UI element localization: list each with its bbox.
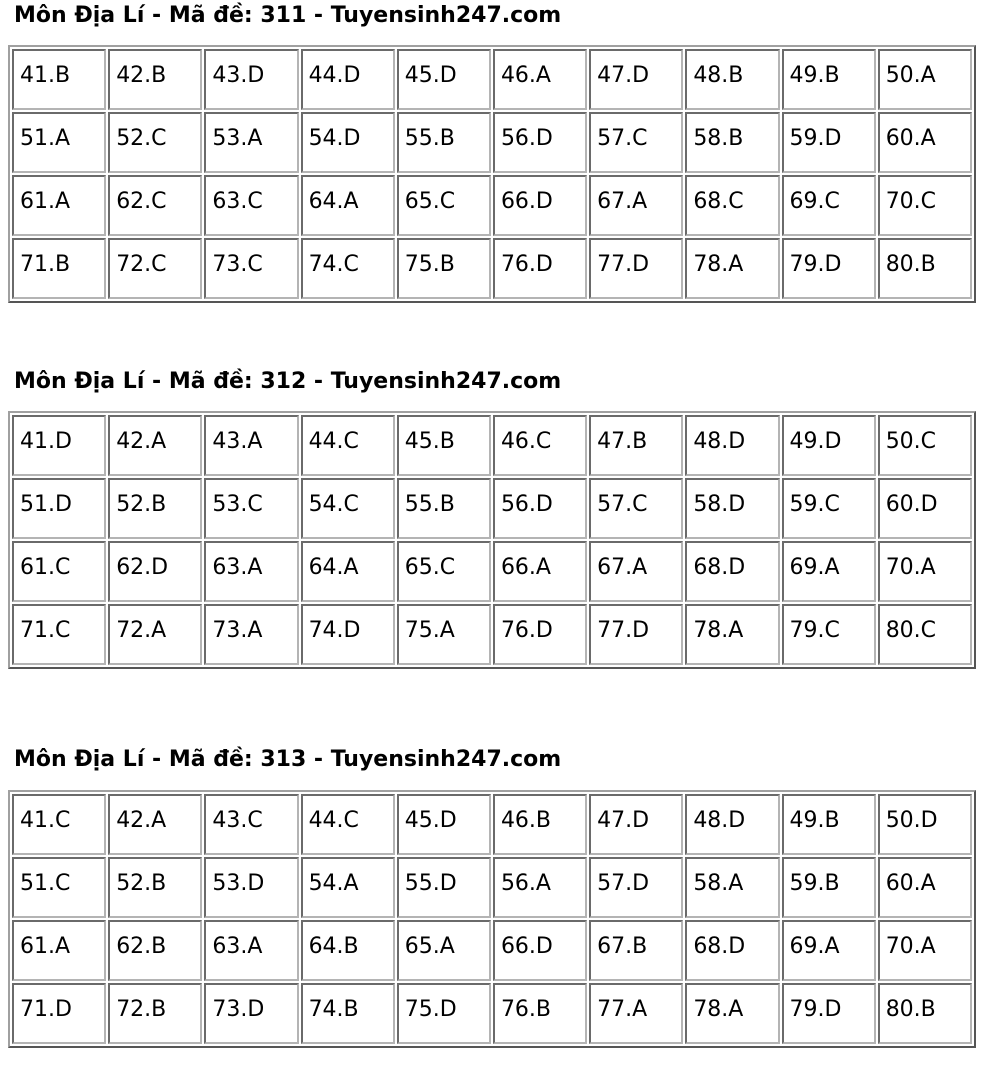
answer-cell: 62.B bbox=[108, 920, 202, 981]
table-row bbox=[12, 175, 972, 236]
answer-cell: 44.C bbox=[301, 415, 395, 476]
answer-cell: 65.C bbox=[397, 541, 491, 602]
answer-cell: 72.A bbox=[108, 604, 202, 665]
answer-cell: 68.D bbox=[685, 541, 779, 602]
answer-table-312 bbox=[8, 411, 976, 669]
table-row bbox=[12, 920, 972, 981]
answer-cell: 41.D bbox=[12, 415, 106, 476]
answer-cell: 72.B bbox=[108, 983, 202, 1044]
answer-cell: 64.A bbox=[301, 175, 395, 236]
answer-cell: 71.C bbox=[12, 604, 106, 665]
answer-cell: 48.B bbox=[685, 49, 779, 110]
answer-cell: 71.D bbox=[12, 983, 106, 1044]
answer-cell: 50.A bbox=[878, 49, 972, 110]
table-row bbox=[12, 604, 972, 665]
answer-cell: 45.D bbox=[397, 49, 491, 110]
answer-cell: 60.A bbox=[878, 857, 972, 918]
answer-cell: 63.A bbox=[204, 541, 298, 602]
answer-cell: 77.D bbox=[589, 238, 683, 299]
answer-cell: 64.B bbox=[301, 920, 395, 981]
answer-cell: 72.C bbox=[108, 238, 202, 299]
answer-cell: 48.D bbox=[685, 794, 779, 855]
answer-cell: 67.A bbox=[589, 541, 683, 602]
answer-cell: 75.B bbox=[397, 238, 491, 299]
answer-cell: 57.C bbox=[589, 478, 683, 539]
answer-cell: 75.A bbox=[397, 604, 491, 665]
answer-cell: 63.A bbox=[204, 920, 298, 981]
answer-cell: 70.A bbox=[878, 920, 972, 981]
answer-cell: 78.A bbox=[685, 238, 779, 299]
answer-cell: 68.C bbox=[685, 175, 779, 236]
answer-cell: 74.C bbox=[301, 238, 395, 299]
answer-cell: 74.D bbox=[301, 604, 395, 665]
answer-cell: 75.D bbox=[397, 983, 491, 1044]
answer-cell: 67.A bbox=[589, 175, 683, 236]
answer-cell: 66.D bbox=[493, 175, 587, 236]
answer-cell: 77.D bbox=[589, 604, 683, 665]
table-row bbox=[12, 794, 972, 855]
answer-cell: 63.C bbox=[204, 175, 298, 236]
answer-cell: 55.B bbox=[397, 112, 491, 173]
section-title-312: Môn Địa Lí - Mã đề: 312 - Tuyensinh247.com bbox=[14, 369, 562, 394]
section-title-313: Môn Địa Lí - Mã đề: 313 - Tuyensinh247.com bbox=[14, 747, 562, 772]
answer-cell: 58.A bbox=[685, 857, 779, 918]
answer-cell: 52.C bbox=[108, 112, 202, 173]
answer-cell: 47.D bbox=[589, 49, 683, 110]
answer-cell: 61.A bbox=[12, 920, 106, 981]
answer-table-313 bbox=[8, 790, 976, 1048]
answer-cell: 43.C bbox=[204, 794, 298, 855]
answer-cell: 71.B bbox=[12, 238, 106, 299]
answer-cell: 56.D bbox=[493, 478, 587, 539]
answer-cell: 66.D bbox=[493, 920, 587, 981]
answer-cell: 44.D bbox=[301, 49, 395, 110]
answer-cell: 49.B bbox=[782, 49, 876, 110]
answer-cell: 74.B bbox=[301, 983, 395, 1044]
table-row bbox=[12, 49, 972, 110]
answer-cell: 79.C bbox=[782, 604, 876, 665]
answer-cell: 79.D bbox=[782, 238, 876, 299]
answer-cell: 80.C bbox=[878, 604, 972, 665]
answer-cell: 48.D bbox=[685, 415, 779, 476]
answer-cell: 52.B bbox=[108, 857, 202, 918]
answer-cell: 54.A bbox=[301, 857, 395, 918]
answer-cell: 68.D bbox=[685, 920, 779, 981]
answer-cell: 77.A bbox=[589, 983, 683, 1044]
answer-cell: 49.D bbox=[782, 415, 876, 476]
answer-cell: 43.D bbox=[204, 49, 298, 110]
answer-cell: 47.B bbox=[589, 415, 683, 476]
answer-cell: 69.A bbox=[782, 920, 876, 981]
answer-cell: 70.C bbox=[878, 175, 972, 236]
answer-cell: 60.D bbox=[878, 478, 972, 539]
answer-cell: 80.B bbox=[878, 983, 972, 1044]
answer-cell: 53.A bbox=[204, 112, 298, 173]
answer-cell: 62.D bbox=[108, 541, 202, 602]
answer-cell: 76.D bbox=[493, 604, 587, 665]
answer-cell: 52.B bbox=[108, 478, 202, 539]
table-row bbox=[12, 238, 972, 299]
answer-cell: 45.B bbox=[397, 415, 491, 476]
answer-cell: 42.A bbox=[108, 794, 202, 855]
answer-cell: 46.A bbox=[493, 49, 587, 110]
answer-cell: 51.D bbox=[12, 478, 106, 539]
answer-cell: 54.D bbox=[301, 112, 395, 173]
answer-cell: 50.C bbox=[878, 415, 972, 476]
answer-cell: 62.C bbox=[108, 175, 202, 236]
answer-cell: 59.B bbox=[782, 857, 876, 918]
answer-cell: 61.A bbox=[12, 175, 106, 236]
answer-table-311 bbox=[8, 45, 976, 303]
answer-cell: 55.D bbox=[397, 857, 491, 918]
answer-cell: 69.A bbox=[782, 541, 876, 602]
answer-cell: 78.A bbox=[685, 604, 779, 665]
answer-cell: 44.C bbox=[301, 794, 395, 855]
answer-cell: 51.C bbox=[12, 857, 106, 918]
answer-cell: 66.A bbox=[493, 541, 587, 602]
answer-cell: 58.D bbox=[685, 478, 779, 539]
answer-cell: 78.A bbox=[685, 983, 779, 1044]
answer-cell: 61.C bbox=[12, 541, 106, 602]
table-row bbox=[12, 541, 972, 602]
answer-cell: 43.A bbox=[204, 415, 298, 476]
answer-cell: 59.C bbox=[782, 478, 876, 539]
answer-cell: 59.D bbox=[782, 112, 876, 173]
answer-cell: 51.A bbox=[12, 112, 106, 173]
answer-cell: 42.B bbox=[108, 49, 202, 110]
answer-cell: 57.C bbox=[589, 112, 683, 173]
answer-cell: 46.B bbox=[493, 794, 587, 855]
answer-cell: 79.D bbox=[782, 983, 876, 1044]
answer-cell: 73.C bbox=[204, 238, 298, 299]
answer-cell: 53.C bbox=[204, 478, 298, 539]
answer-cell: 41.C bbox=[12, 794, 106, 855]
answer-cell: 50.D bbox=[878, 794, 972, 855]
answer-cell: 54.C bbox=[301, 478, 395, 539]
answer-cell: 42.A bbox=[108, 415, 202, 476]
table-row bbox=[12, 983, 972, 1044]
answer-cell: 56.A bbox=[493, 857, 587, 918]
answer-cell: 53.D bbox=[204, 857, 298, 918]
answer-cell: 58.B bbox=[685, 112, 779, 173]
answer-cell: 49.B bbox=[782, 794, 876, 855]
answer-cell: 73.D bbox=[204, 983, 298, 1044]
answer-cell: 57.D bbox=[589, 857, 683, 918]
answer-cell: 80.B bbox=[878, 238, 972, 299]
table-row bbox=[12, 415, 972, 476]
answer-cell: 69.C bbox=[782, 175, 876, 236]
answer-cell: 56.D bbox=[493, 112, 587, 173]
answer-cell: 76.D bbox=[493, 238, 587, 299]
answer-cell: 64.A bbox=[301, 541, 395, 602]
answer-cell: 41.B bbox=[12, 49, 106, 110]
table-row bbox=[12, 478, 972, 539]
answer-cell: 46.C bbox=[493, 415, 587, 476]
answer-cell: 47.D bbox=[589, 794, 683, 855]
answer-cell: 65.A bbox=[397, 920, 491, 981]
answer-cell: 70.A bbox=[878, 541, 972, 602]
answer-cell: 45.D bbox=[397, 794, 491, 855]
answer-cell: 73.A bbox=[204, 604, 298, 665]
answer-cell: 60.A bbox=[878, 112, 972, 173]
answer-cell: 67.B bbox=[589, 920, 683, 981]
table-row bbox=[12, 112, 972, 173]
section-title-311: Môn Địa Lí - Mã đề: 311 - Tuyensinh247.com bbox=[14, 3, 562, 28]
table-row bbox=[12, 857, 972, 918]
answer-cell: 55.B bbox=[397, 478, 491, 539]
answer-cell: 65.C bbox=[397, 175, 491, 236]
answer-cell: 76.B bbox=[493, 983, 587, 1044]
